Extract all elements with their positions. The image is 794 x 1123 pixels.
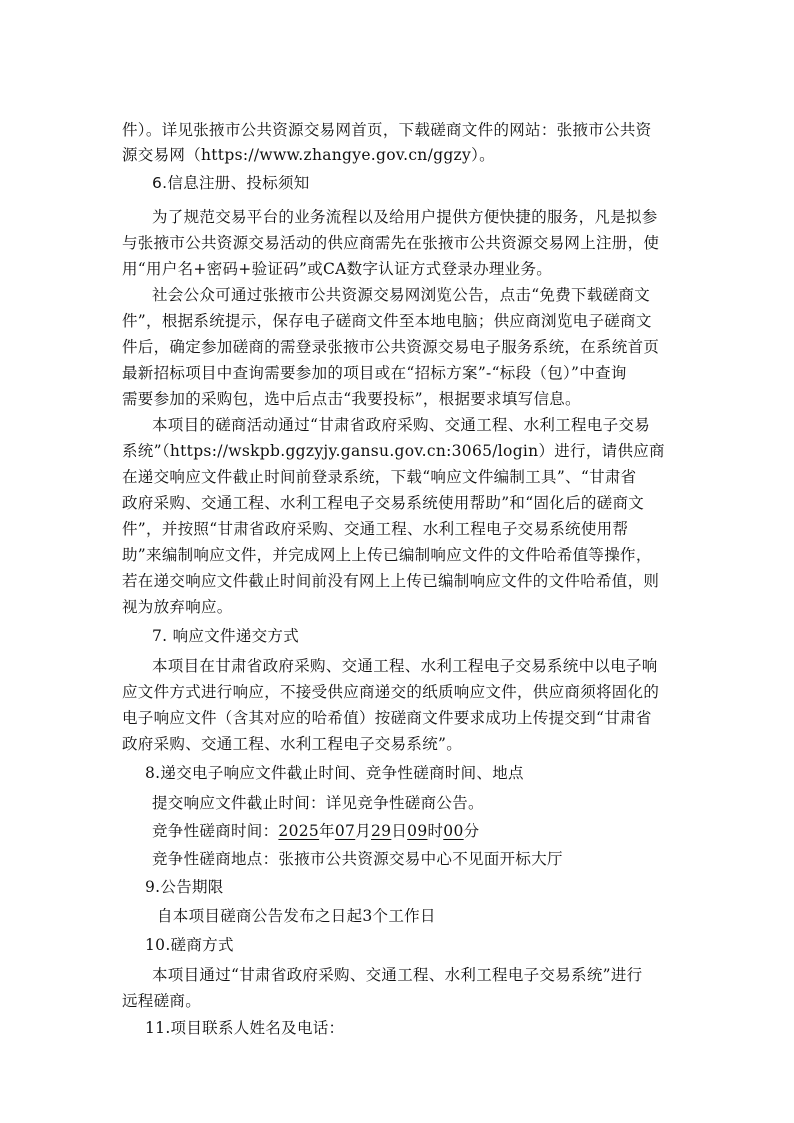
time-minute: 00	[443, 822, 464, 840]
section-heading: 8.递交电子响应文件截止时间、竞争性磋商时间、地点	[145, 764, 524, 782]
section-heading: 7. 响应文件递交方式	[152, 627, 300, 645]
time-hour: 09	[407, 822, 428, 840]
section-heading: 9.公告期限	[145, 878, 224, 896]
text-line: 在递交响应文件截止时间前登录系统，下载“响应文件编制工具”、“甘肃省	[122, 468, 637, 486]
text-line: 助”来编制响应文件，并完成网上上传已编制响应文件的文件哈希值等操作，	[122, 546, 652, 564]
text-line: 政府采购、交通工程、水利工程电子交易系统”。	[122, 735, 463, 753]
time-year: 2025	[278, 822, 320, 840]
text-line: 提交响应文件截止时间：详见竞争性磋商公告。	[152, 794, 484, 812]
section-heading: 10.磋商方式	[145, 936, 234, 954]
time-day: 29	[371, 822, 392, 840]
text-line: 件后，确定参加磋商的需登录张掖市公共资源交易电子服务系统，在系统首页	[122, 338, 660, 356]
text-line: 件）。详见张掖市公共资源交易网首页，下载磋商文件的网站：张掖市公共资	[122, 121, 652, 139]
text-line: 视为放弃响应。	[122, 598, 233, 616]
section-heading: 11.项目联系人姓名及电话：	[145, 1019, 345, 1037]
hour-char: 时	[427, 822, 444, 840]
text-line: 与张掖市公共资源交易活动的供应商需先在张掖市公共资源交易网上注册，使	[122, 234, 660, 252]
text-line: 本项目通过“甘肃省政府采购、交通工程、水利工程电子交易系统”进行	[152, 966, 643, 984]
time-month: 07	[334, 822, 356, 840]
text-line: 远程磋商。	[122, 992, 202, 1010]
month-char: 月	[355, 822, 372, 840]
text-line: 为了规范交易平台的业务流程以及给用户提供方便快捷的服务，凡是拟参	[152, 208, 658, 226]
text-line: 电子响应文件（含其对应的哈希值）按磋商文件要求成功上传提交到“甘肃省	[122, 709, 652, 727]
text-line: 件”，根据系统提示，保存电子磋商文件至本地电脑；供应商浏览电子磋商文	[122, 312, 652, 330]
text-line: 自本项目磋商公告发布之日起3个工作日	[157, 907, 436, 925]
text-line: 本项目在甘肃省政府采购、交通工程、水利工程电子交易系统中以电子响	[152, 657, 658, 675]
time-label: 竞争性磋商时间：	[152, 822, 279, 840]
year-char: 年	[319, 822, 335, 840]
time-line	[152, 821, 479, 841]
minute-char: 分	[463, 822, 480, 840]
section-heading: 6.信息注册、投标须知	[152, 174, 310, 192]
text-line: 本项目的磋商活动通过“甘肃省政府采购、交通工程、水利工程电子交易	[152, 416, 651, 434]
text-line: 社会公众可通过张掖市公共资源交易网浏览公告，点击“免费下载磋商文	[152, 286, 651, 304]
text-line: 最新招标项目中查询需要参加的项目或在“招标方案”-“标段（包）”中查询	[122, 364, 627, 382]
text-line: 政府采购、交通工程、水利工程电子交易系统使用帮助”和“固化后的磋商文	[122, 494, 645, 512]
text-line: 需要参加的采购包，选中后点击“我要投标”，根据要求填写信息。	[122, 390, 581, 408]
text-line: 件”，并按照“甘肃省政府采购、交通工程、水利工程电子交易系统使用帮	[122, 520, 629, 538]
text-line: 若在递交响应文件截止时间前没有网上上传已编制响应文件的文件哈希值，则	[122, 572, 660, 590]
text-line: 源交易网（https://www.zhangye.gov.cn/ggzy）。	[122, 146, 495, 164]
text-line: 应文件方式进行响应，不接受供应商递交的纸质响应文件，供应商须将固化的	[122, 683, 660, 701]
text-line: 系统”（https://wskpb.ggzyjy.gansu.gov.cn:3065/login）进行，请供应商	[122, 442, 665, 460]
text-line: 用“用户名+密码+验证码”或CA数字认证方式登录办理业务。	[122, 260, 553, 278]
text-line: 竞争性磋商地点：张掖市公共资源交易中心不见面开标大厅	[152, 850, 563, 868]
day-char: 日	[391, 822, 408, 840]
